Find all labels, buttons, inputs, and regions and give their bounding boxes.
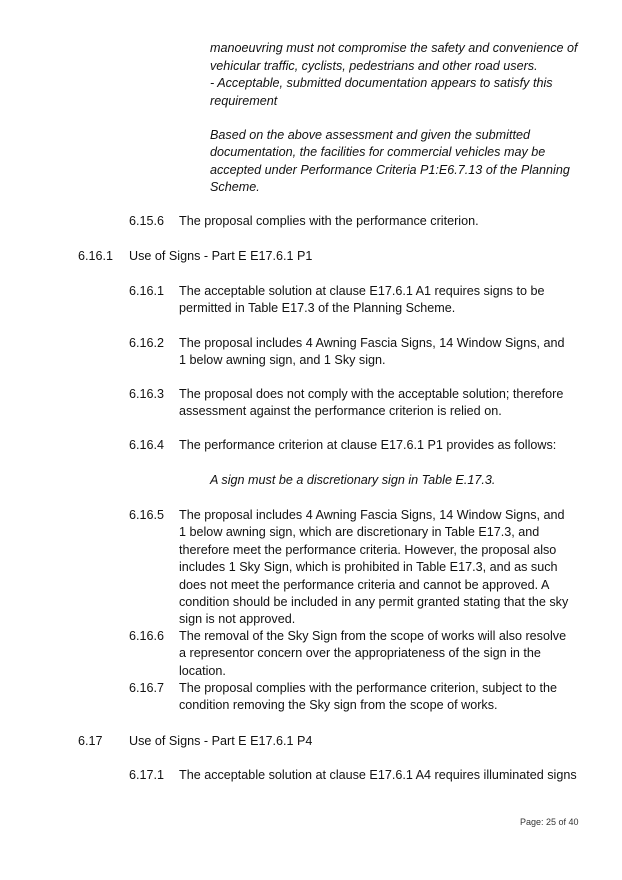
- item-text: The proposal does not comply with the acceptable solution; therefore assessment against the performance criterion is relied on.: [179, 387, 564, 419]
- intro-line-4: requirement: [210, 94, 278, 108]
- item-text: The proposal includes 4 Awning Fascia Signs, 14 Window Signs, and 1 below awning sign, and 1 Sky sign.: [179, 336, 565, 368]
- item-number: 6.15.6: [129, 214, 165, 228]
- item-text: The proposal complies with the performance criterion, subject to the condition removing the Sky sign from the scope of works.: [179, 681, 557, 713]
- intro-line-2: vehicular traffic, cyclists, pedestrians and other road users.: [210, 59, 538, 73]
- item-text: The proposal includes 4 Awning Fascia Signs, 14 Window Signs, and 1 below awning sign, which are discretionary in Table E17.3, and therefore meet the performance criteria. However, the proposal also includes 1 Sky Sign, which is prohibited in Table E17.3, and as such does not meet the performance criteria and cannot be approved. A condition should be included in any permit granted stating that the sky sign is not approved.: [179, 508, 569, 627]
- item-text: The acceptable solution at clause E17.6.1 A4 requires illuminated signs: [179, 768, 577, 782]
- intro-paragraph: Based on the above assessment and given the submitted documentation, the facilities for commercial vehicles may be accepted under Performance Criteria P1:E6.7.13 of the Planning Scheme.: [210, 128, 570, 195]
- item-text: The removal of the Sky Sign from the scope of works will also resolve a representor concern over the appropriateness of the sign in the location.: [179, 629, 567, 678]
- item-number: 6.16.4: [129, 438, 165, 452]
- item-text: The acceptable solution at clause E17.6.1 A1 requires signs to be permitted in Table E17.3 of the Planning Scheme.: [179, 284, 545, 316]
- item-number: 6.17.1: [129, 768, 165, 782]
- item-number: 6.16.5: [129, 508, 165, 522]
- section-heading: Use of Signs - Part E E17.6.1 P4: [129, 734, 313, 748]
- quoted-criterion: A sign must be a discretionary sign in Table E.17.3.: [210, 473, 496, 487]
- intro-line-1: manoeuvring must not compromise the safety and convenience of: [210, 41, 578, 55]
- intro-line-3: - Acceptable, submitted documentation appears to satisfy this: [210, 76, 553, 90]
- section-number: 6.17: [78, 734, 103, 748]
- item-number: 6.16.6: [129, 629, 165, 643]
- section-number: 6.16.1: [78, 249, 114, 263]
- item-text: The proposal complies with the performance criterion.: [179, 214, 479, 228]
- item-text: The performance criterion at clause E17.6.1 P1 provides as follows:: [179, 438, 557, 452]
- section-heading: Use of Signs - Part E E17.6.1 P1: [129, 249, 313, 263]
- page-number: Page: 25 of 40: [520, 817, 579, 827]
- item-number: 6.16.1: [129, 284, 165, 298]
- item-number: 6.16.7: [129, 681, 165, 695]
- item-number: 6.16.3: [129, 387, 165, 401]
- item-number: 6.16.2: [129, 336, 165, 350]
